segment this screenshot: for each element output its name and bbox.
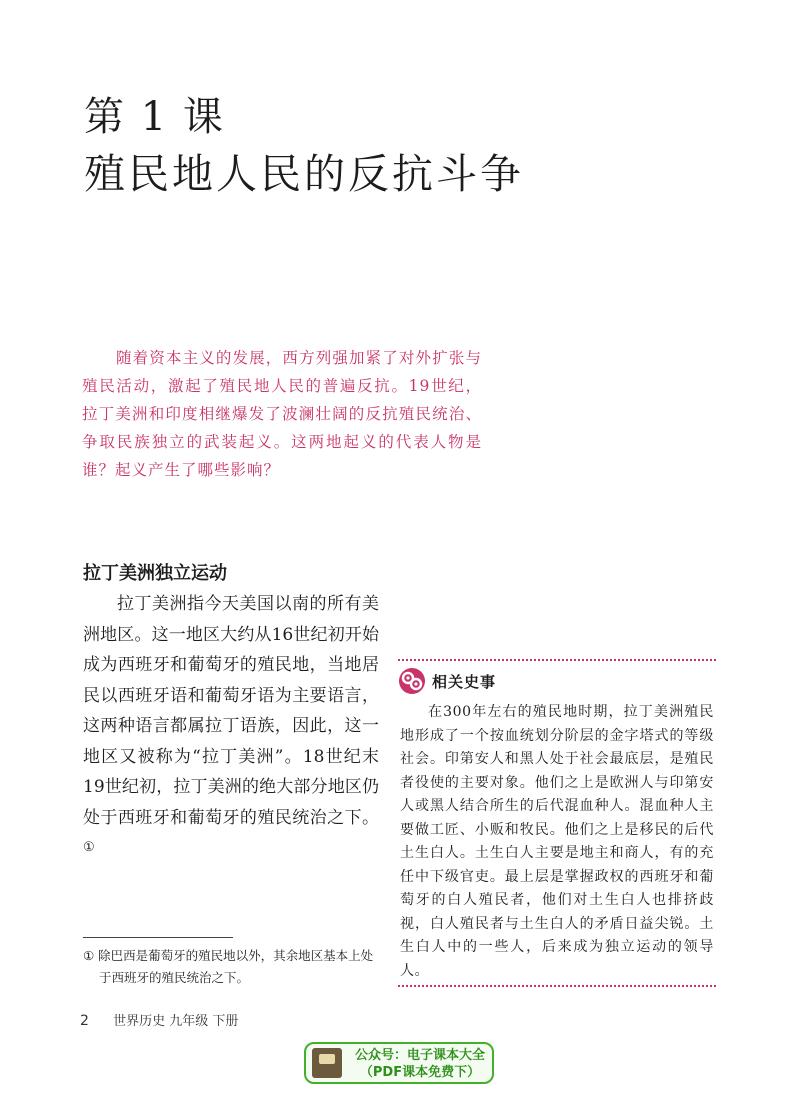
book-title: 世界历史 九年级 下册 bbox=[113, 1014, 239, 1029]
section-heading: 拉丁美洲独立运动 bbox=[83, 563, 227, 584]
related-history-icon bbox=[398, 667, 426, 695]
watermark-badge bbox=[304, 1042, 494, 1084]
intro-paragraph: 随着资本主义的发展，西方列强加紧了对外扩张与殖民活动，激起了殖民地人民的普遍反抗。19世纪，拉丁美洲和印度相继爆发了波澜壮阔的反抗殖民统治、争取民族独立的武装起义。这两地起义的代表人物是谁？起义产生了哪些影响？ bbox=[82, 349, 482, 479]
lesson-title: 殖民地人民的反抗斗争 bbox=[84, 150, 524, 198]
related-history-title: 相关史事 bbox=[432, 672, 497, 691]
badge-line1: 公众号：电子课本大全 bbox=[354, 1048, 485, 1063]
footnote-divider bbox=[83, 937, 233, 938]
related-history-header bbox=[398, 665, 496, 697]
related-history-text: 在300年左右的殖民地时期，拉丁美洲殖民地形成了一个按血统划分阶层的金字塔式的等级社会。印第安人和黑人处于社会最底层，是殖民者役使的主要对象。他们之上是欧洲人与印第安人或黑人结合所生的后代混血种人。混血种人主要做工匠、小贩和牧民。他们之上是移民的后代土生白人。土生白人主要是地主和商人，有的充任中下级官吏。最上层是掌握政权的西班牙和葡萄牙的白人殖民者，他们对土生白人也排挤歧视，白人殖民者与土生白人的矛盾日益尖锐。土生白人中的一些人，后来成为独立运动的领导人。 bbox=[400, 704, 714, 979]
section-body bbox=[83, 589, 379, 868]
page-number: 2 bbox=[80, 1013, 89, 1029]
footnote: ① 除巴西是葡萄牙的殖民地以外，其余地区基本上处于西班牙的殖民统治之下。 bbox=[83, 948, 374, 985]
lesson-number: 第 1 课 bbox=[84, 94, 225, 140]
page-footer bbox=[80, 1011, 238, 1032]
footnote-reference[interactable]: ① bbox=[83, 840, 95, 855]
section-body-text: 拉丁美洲指今天美国以南的所有美洲地区。这一地区大约从16世纪初开始成为西班牙和葡萄牙的殖民地，当地居民以西班牙语和葡萄牙语为主要语言，这两种语言都属拉丁语族，因此，这一地区又被称为“拉丁美洲”。18世纪末19世纪初，拉丁美洲的绝大部分地区仍处于西班牙和葡萄牙的殖民统治之下。 bbox=[83, 594, 379, 828]
badge-line2: （PDF课本免费下） bbox=[359, 1065, 481, 1080]
book-icon bbox=[312, 1048, 342, 1078]
related-history-box bbox=[398, 659, 716, 987]
